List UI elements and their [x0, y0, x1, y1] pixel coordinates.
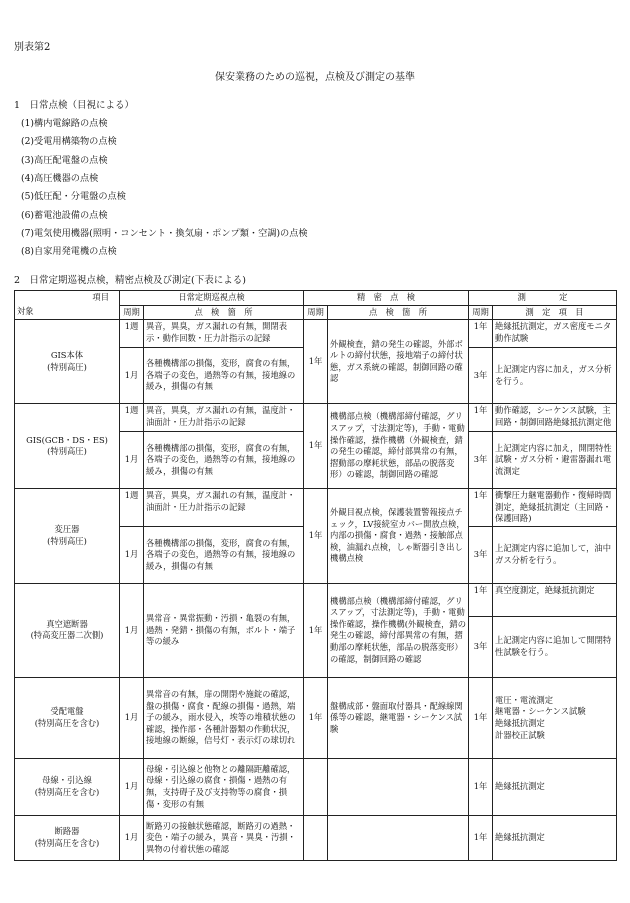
header-target: 対象 [15, 305, 120, 320]
table-row [15, 583, 617, 616]
table-row [15, 320, 617, 348]
section-1-item: (8)自家用発電機の点検 [21, 246, 117, 257]
header-inspection-spot: 点 検 箇 所 [328, 305, 469, 320]
inspection-cell: 各種機構部の損傷，変形，腐食の有無，各端子の変色，過熱等の有無，接地線の緩み，損傷の有無 [144, 526, 304, 583]
document-title: 保安業務のための巡視，点検及び測定の基準 [215, 72, 415, 83]
inspection-cell: 異常音の有無，扉の開閉や施錠の確認，盤の損傷・腐食・配線の損傷・過熱，端子の緩み，雨水侵入，埃等の堆積状態の確認，操作部・各種計器類の作動状況，接地線の断線，信号灯・表示灯の球切れ [144, 677, 304, 758]
target-cell: 断路器 (特別高圧を含む) [15, 815, 120, 860]
header-item: 項目 [15, 291, 120, 306]
measurement-cell: 上記測定内容に加え，開閉特性試験・ガス分析・避雷器漏れ電流測定 [493, 432, 617, 489]
inspection-cell: 断路刃の接触状態確認，断路刃の過熱・変色・端子の緩み，異音・異臭・汚損・異物の付着状態の確認 [144, 815, 304, 860]
period-cell: 3年 [469, 348, 493, 404]
period-cell: 1年 [304, 320, 328, 404]
target-cell: GIS本体 (特別高圧) [15, 320, 120, 404]
period-cell: 1年 [304, 583, 328, 677]
header-period: 周期 [469, 305, 493, 320]
inspection-cell: 異常音・異常振動・汚損・亀裂の有無，過熱・発錆・損傷の有無，ボルト・端子等の緩み [144, 583, 304, 677]
inspection-cell: 機構部点検（機構部締付確認，グリスアップ，寸法測定等)，手動・電動操作確認，操作機構（外観検査，錆の発生の確認，締付部異常の有無，摺動部の摩耗状態，部品の脱落変形）の確認，制御回路の確認 [328, 404, 469, 489]
header-period: 周期 [120, 305, 144, 320]
period-cell: 1月 [120, 677, 144, 758]
measurement-cell: 動作確認，シーケンス試験，主回路・制御回路絶縁抵抗測定他 [493, 404, 617, 432]
table-row [15, 815, 617, 860]
inspection-cell: 機構部点検（機構部締付確認，グリスアップ，寸法測定等)，手動・電動操作確認，操作機構(外観検査，錆の発生の確認，締付部異常の有無，摺動部の摩耗状態，部品の脱落変形）の確認，制御回路の確認 [328, 583, 469, 677]
period-cell: 1週 [120, 404, 144, 432]
empty-cell [304, 758, 328, 815]
table-row [15, 677, 617, 758]
section-1-item: (4)高圧機器の点検 [21, 173, 99, 184]
measurement-cell: 電圧・電流測定 継電器・シーケンス試験 絶縁抵抗測定 計器校正試験 [493, 677, 617, 758]
table-row [15, 489, 617, 527]
empty-cell [304, 815, 328, 860]
inspection-cell: 母線・引込線と他物との離隔距離確認，母線・引込線の腐食・損傷・過熱の有無，支持碍子及び支持物等の腐食・損傷・変形の有無 [144, 758, 304, 815]
header-measurement: 測 定 [469, 291, 617, 306]
appendix-label: 別表第2 [14, 42, 51, 53]
period-cell: 1年 [469, 677, 493, 758]
section-1-item: (2)受電用構築物の点検 [21, 136, 117, 147]
inspection-cell: 外観検査，錆の発生の確認，外部ボルトの締付状態，接地端子の締付状態，ガス系統の確認，制御回路の確認 [328, 320, 469, 404]
section-1-item: (3)高圧配電盤の点検 [21, 155, 108, 166]
section-1-item: (1)構内電線路の点検 [21, 118, 108, 129]
target-cell: 受配電盤 (特別高圧を含む) [15, 677, 120, 758]
period-cell: 1年 [304, 489, 328, 584]
section-1-item: (6)蓄電池設備の点検 [21, 210, 108, 221]
header-measurement-item: 測 定 項 目 [493, 305, 617, 320]
period-cell: 1年 [304, 677, 328, 758]
inspection-cell: 異音，異臭，ガス漏れの有無，温度計・油面計・圧力計指示の記録 [144, 404, 304, 432]
measurement-cell: 絶縁抵抗測定 [493, 758, 617, 815]
period-cell: 1月 [120, 815, 144, 860]
measurement-cell: 絶縁抵抗測定 [493, 815, 617, 860]
period-cell: 1月 [120, 583, 144, 677]
section-1-item: (5)低圧配・分電盤の点検 [21, 191, 126, 202]
period-cell: 3年 [469, 526, 493, 583]
header-precise-inspection: 精 密 点 検 [304, 291, 469, 306]
period-cell: 1年 [469, 404, 493, 432]
inspection-cell: 異音，異臭，ガス漏れの有無，温度計・油面計・圧力計指示の記録 [144, 489, 304, 527]
period-cell: 3年 [469, 432, 493, 489]
header-daily-inspection: 日常定期巡視点検 [120, 291, 304, 306]
period-cell: 1月 [120, 432, 144, 489]
period-cell: 1年 [469, 758, 493, 815]
period-cell: 3年 [469, 616, 493, 677]
table-subheader-row [15, 305, 617, 320]
period-cell: 1年 [469, 583, 493, 616]
period-cell: 1週 [120, 489, 144, 527]
table-row [15, 404, 617, 432]
measurement-cell: 真空度測定，絶縁抵抗測定 [493, 583, 617, 616]
empty-cell [328, 815, 469, 860]
period-cell: 1月 [120, 348, 144, 404]
inspection-cell: 各種機構部の損傷，変形，腐食の有無，各端子の変色，過熱等の有無，接地線の緩み，損傷の有無 [144, 348, 304, 404]
target-cell: GIS(GCB・DS・ES) (特別高圧) [15, 404, 120, 489]
empty-cell [328, 758, 469, 815]
inspection-cell: 異音，異臭，ガス漏れの有無，開閉表示・動作回数・圧力計指示の記録 [144, 320, 304, 348]
table-row [15, 758, 617, 815]
inspection-cell: 各種機構部の損傷，変形，腐食の有無，各端子の変色，過熱等の有無，接地線の緩み，損傷の有無 [144, 432, 304, 489]
period-cell: 1月 [120, 758, 144, 815]
section-1-item: (7)電気使用機器(照明・コンセント・換気扇・ポンプ類・空調)の点検 [21, 228, 308, 239]
target-cell: 母線・引込線 (特別高圧を含む) [15, 758, 120, 815]
measurement-cell: 上記測定内容に加え，ガス分析を行う。 [493, 348, 617, 404]
inspection-table [14, 290, 617, 861]
measurement-cell: 上記測定内容に追加して開閉特性試験を行う。 [493, 616, 617, 677]
period-cell: 1月 [120, 526, 144, 583]
table-header-row [15, 291, 617, 306]
period-cell: 1週 [120, 320, 144, 348]
period-cell: 1年 [469, 815, 493, 860]
period-cell: 1年 [469, 489, 493, 527]
target-cell: 変圧器 (特別高圧) [15, 489, 120, 584]
period-cell: 1年 [304, 404, 328, 489]
measurement-cell: 衝撃圧力継電器動作・復帰時間測定，絶縁抵抗測定（主回路・保護回路) [493, 489, 617, 527]
inspection-cell: 盤構成部・盤面取付器具・配線線関係等の確認，継電器・シーケンス試験 [328, 677, 469, 758]
inspection-cell: 外観目視点検，保護装置警報接点チェック，LV接続室カバー開放点検，内部の損傷・腐食・過熱・接触部点検，油漏れ点検，しゃ断器引き出し機構点検 [328, 489, 469, 584]
section-1-heading: 1 日常点検（目視による） [14, 100, 135, 111]
measurement-cell: 上記測定内容に追加して，油中ガス分析を行う。 [493, 526, 617, 583]
period-cell: 1年 [469, 320, 493, 348]
section-2-heading: 2 日常定期巡視点検，精密点検及び測定(下表による) [14, 275, 246, 286]
target-cell: 真空遮断器 (特高変圧器二次側) [15, 583, 120, 677]
measurement-cell: 絶縁抵抗測定，ガス密度モニタ動作試験 [493, 320, 617, 348]
header-inspection-spot: 点 検 箇 所 [144, 305, 304, 320]
header-period: 周期 [304, 305, 328, 320]
